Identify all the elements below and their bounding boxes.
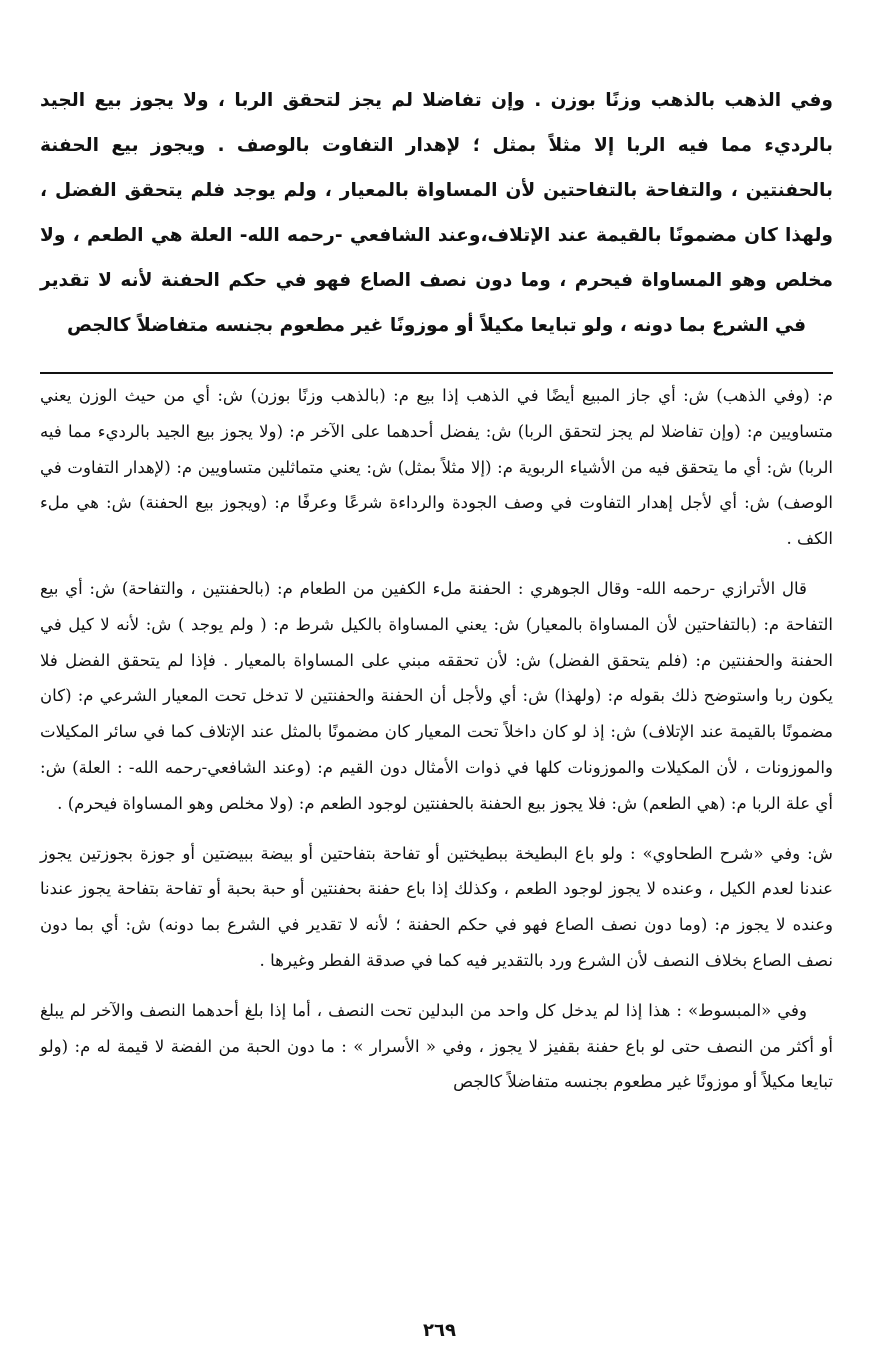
commentary-paragraph-4: وفي «المبسوط» : هذا إذا لم يدخل كل واحد من البدلين تحت النصف ، أما إذا بلغ أحدهما النصف والآخر لم يبلغ أو أكثر من النصف حتى لو باع حفنة بقفيز لا يجوز ، وفي « الأسرار » : ما دون الحبة من الفضة لا قيمة له م: (ولو تبايعا مكيلاً أو موزونًا غير مطعوم بجنسه متفاضلاً كالجص	[40, 1000, 833, 1092]
main-text: وفي الذهب بالذهب وزنًا بوزن . وإن تفاضلا لم يجز لتحقق الربا ، ولا يجوز بيع الجيد بالرديء مما فيه الربا إلا مثلاً بمثل ؛ لإهدار التفاوت بالوصف . ويجوز بيع الحفنة بالحفنتين ، والتفاحة بالتفاحتين لأن المساواة بالمعيار ، ولم يوجد فلم يتحقق الفضل ، ولهذا كان مضمونًا بالقيمة عند الإتلاف،وعند الشافعي -رحمه الله- العلة هي الطعم ، ولا مخلص وهو المساواة فيحرم ، وما دون نصف الصاع فهو في حكم الحفنة لأنه لا تقدير في الشرع بما دونه ، ولو تبايعا مكيلاً أو موزونًا غير مطعوم بجنسه متفاضلاً كالجص	[40, 90, 833, 336]
divider	[40, 372, 833, 374]
commentary-paragraph-1: م: (وفي الذهب) ش: أي جاز المبيع أيضًا في الذهب إذا بيع م: (بالذهب وزنًا بوزن) ش: أي من حيث الوزن يعني متساويين م: (وإن تفاضلا لم يجز لتحقق الربا) ش: يفضل أحدهما على الآخر م: (ولا يجوز بيع الجيد بالرديء مما فيه الربا) ش: أي ما يتحقق فيه من الأشياء الربوية م: (إلا مثلاً بمثل) ش: يعني متماثلين متساويين م: (لإهدار التفاوت في الوصف) ش: أي لأجل إهدار التفاوت في وصف الجودة والرداءة شرعًا وعرفًا م: (ويجوز بيع الحفنة) ش: هي ملء الكف .	[40, 386, 833, 549]
book-page	[40, 78, 833, 1372]
commentary	[40, 378, 833, 1100]
page-number: ٢٦٩	[423, 1320, 456, 1341]
commentary-paragraph-2: قال الأترازي -رحمه الله- وقال الجوهري : الحفنة ملء الكفين من الطعام م: (بالحفنتين ، والتفاحة) ش: أي بيع التفاحة م: (بالتفاحتين لأن المساواة بالمعيار) ش: يعني المساواة بالكيل شرط م: ( ولم يوجد ) ش: لأنه لا كيل في الحفنة والحفنتين م: (فلم يتحقق الفضل) ش: لأن تحققه مبني على المساواة بالمعيار . فإذا لم يتحقق الفضل فلا يكون ربا واستوضح ذلك بقوله م: (ولهذا) ش: أي ولأجل أن الحفنة والحفنتين لا تدخل تحت المعيار الشرعي م: (كان مضمونًا بالقيمة عند الإتلاف) ش: إذ لو كان داخلاً تحت المعيار كان مضمونًا بالمثل عند الإتلاف كما في سائر المكيلات والموزونات ، لأن المكيلات والموزونات كلها في ذوات الأمثال دون القيم م: (وعند الشافعي-رحمه الله- : العلة) ش: أي علة الربا م: (هي الطعم) ش: فلا يجوز بيع الحفنة بالحفنتين لوجود الطعم م: (ولا مخلص وهو المساواة فيحرم) .	[40, 578, 833, 813]
commentary-paragraph-3: ش: وفي «شرح الطحاوي» : ولو باع البطيخة ببطيختين أو تفاحة بتفاحتين أو بيضة ببيضتين أو جوزة بجوزتين يجوز عندنا لعدم الكيل ، وعنده لا يجوز لوجود الطعم ، وكذلك إذا باع حفنة بحفنتين أو حبة بحبة أو تفاحة بتفاحة يجوز عندنا وعنده لا يجوز م: (وما دون نصف الصاع فهو في حكم الحفنة ؛ لأنه لا تقدير في الشرع بما دونه) ش: أي بما دون نصف الصاع بخلاف النصف لأن الشرع ورد بالتقدير فيه كما في صدقة الفطر وغيرها .	[40, 843, 833, 970]
